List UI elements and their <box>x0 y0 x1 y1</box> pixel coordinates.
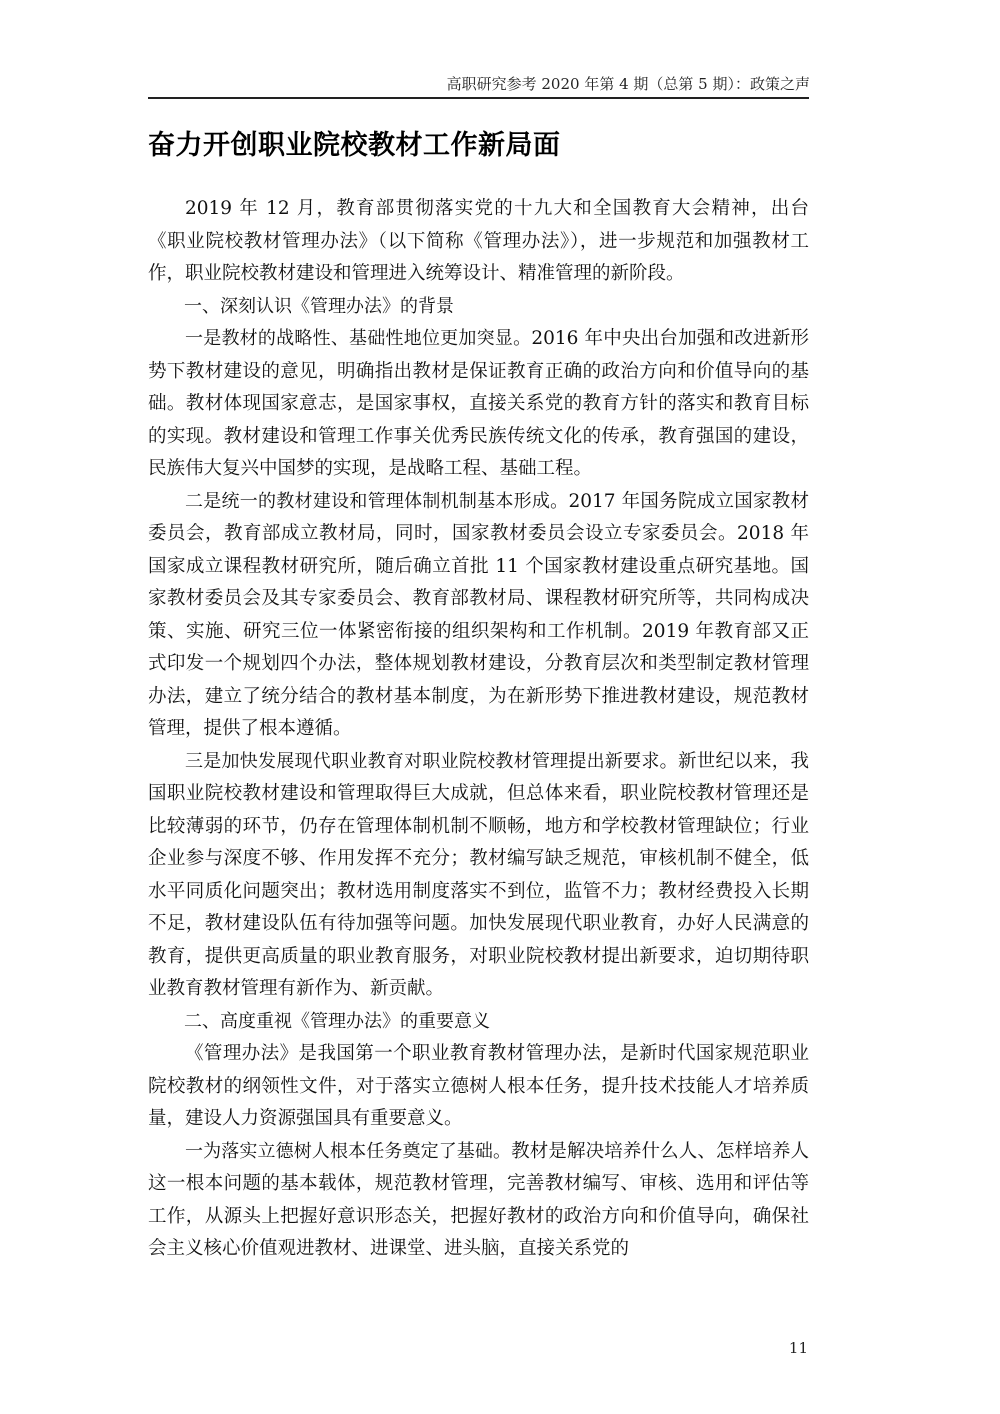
paragraph-text: 2016 年中央出台加强和改进新形势下教材建设的意见，明确指出教材是保证教育正确的政治方向和价值导向的基础。教材体现国家意志，是国家事权，直接关系党的教育方针的落实和教育目标的实现。教材建设和管理工作事关优秀民族传统文化的传承，教育强国的建设，民族伟大复兴中国梦的实现，是战略工程、基础工程。 <box>148 328 809 479</box>
paragraph-lead-sentence: 三是加快发展现代职业教育对职业院校教材管理提出新要求。 <box>185 750 678 772</box>
paragraph-text: 新世纪以来，我国职业院校教材建设和管理取得巨大成就，但总体来看，职业院校教材管理还是比较薄弱的环节，仍存在管理体制机制不顺畅，地方和学校教材管理缺位；行业企业参与深度不够、作用发挥不充分；教材编写缺乏规范，审核机制不健全，低水平同质化问题突出；教材选用制度落实不到位，监管不力；教材经费投入长期不足，教材建设队伍有待加强等问题。加快发展现代职业教育，办好人民满意的教育，提供更高质量的职业教育服务，对职业院校教材提出新要求，迫切期待职业教育教材管理有新作为、新贡献。 <box>148 750 809 999</box>
paragraph-lead-sentence: 二是统一的教材建设和管理体制机制基本形成。 <box>185 490 569 512</box>
paragraph-text: 教材是解决培养什么人、怎样培养人这一根本问题的基本载体，规范教材管理，完善教材编写、审核、选用和评估等工作，从源头上把握好意识形态关，把握好教材的政治方向和价值导向，确保社会主义核心价值观进教材、进课堂、进头脑，直接关系党的 <box>148 1140 809 1259</box>
article-body <box>148 193 809 1266</box>
body-paragraph <box>148 1136 809 1266</box>
body-paragraph <box>148 1038 809 1136</box>
body-paragraph <box>148 193 809 291</box>
paragraph-lead-sentence: 一为落实立德树人根本任务奠定了基础。 <box>185 1140 512 1162</box>
body-paragraph <box>148 486 809 746</box>
page-number: 11 <box>788 1339 808 1357</box>
paragraph-text: 一、深刻认识《管理办法》的背景 <box>184 295 454 317</box>
section-heading <box>148 291 809 324</box>
paragraph-lead-sentence: 一是教材的战略性、基础性地位更加突显。 <box>185 328 532 349</box>
paragraph-text: 2017 年国务院成立国家教材委员会，教育部成立教材局，同时，国家教材委员会设立专家委员会。2018 年国家成立课程教材研究所，随后确立首批 11 个国家教材建设重点研究基地。国家教材委员会及其专家委员会、教育部教材局、课程教材研究所等，共同构成决策、实施、研究三位一体紧密衔接的组织架构和工作机制。2019 年教育部又正式印发一个规划四个办法，整体规划教材建设，分教育层次和类型制定教材管理办法，建立了统分结合的教材基本制度，为在新形势下推进教材建设，规范教材管理，提供了根本遵循。 <box>148 490 810 739</box>
body-paragraph <box>148 323 809 486</box>
paragraph-text: 《管理办法》是我国第一个职业教育教材管理办法，是新时代国家规范职业院校教材的纲领性文件，对于落实立德树人根本任务，提升技术技能人才培养质量，建设人力资源强国具有重要意义。 <box>148 1043 809 1129</box>
paragraph-text: 2019 年 12 月，教育部贯彻落实党的十九大和全国教育大会精神，出台《职业院校教材管理办法》（以下简称《管理办法》），进一步规范和加强教材工作，职业院校教材建设和管理进入统筹设计、精准管理的新阶段。 <box>148 198 809 284</box>
paragraph-text: 二、高度重视《管理办法》的重要意义 <box>184 1010 490 1032</box>
body-paragraph <box>148 746 809 1006</box>
section-heading <box>148 1006 809 1039</box>
article-title: 奋力开创职业院校教材工作新局面 <box>148 130 561 161</box>
header-rule <box>148 97 809 99</box>
running-header: 高职研究参考 2020 年第 4 期（总第 5 期）：政策之声 <box>446 75 810 93</box>
